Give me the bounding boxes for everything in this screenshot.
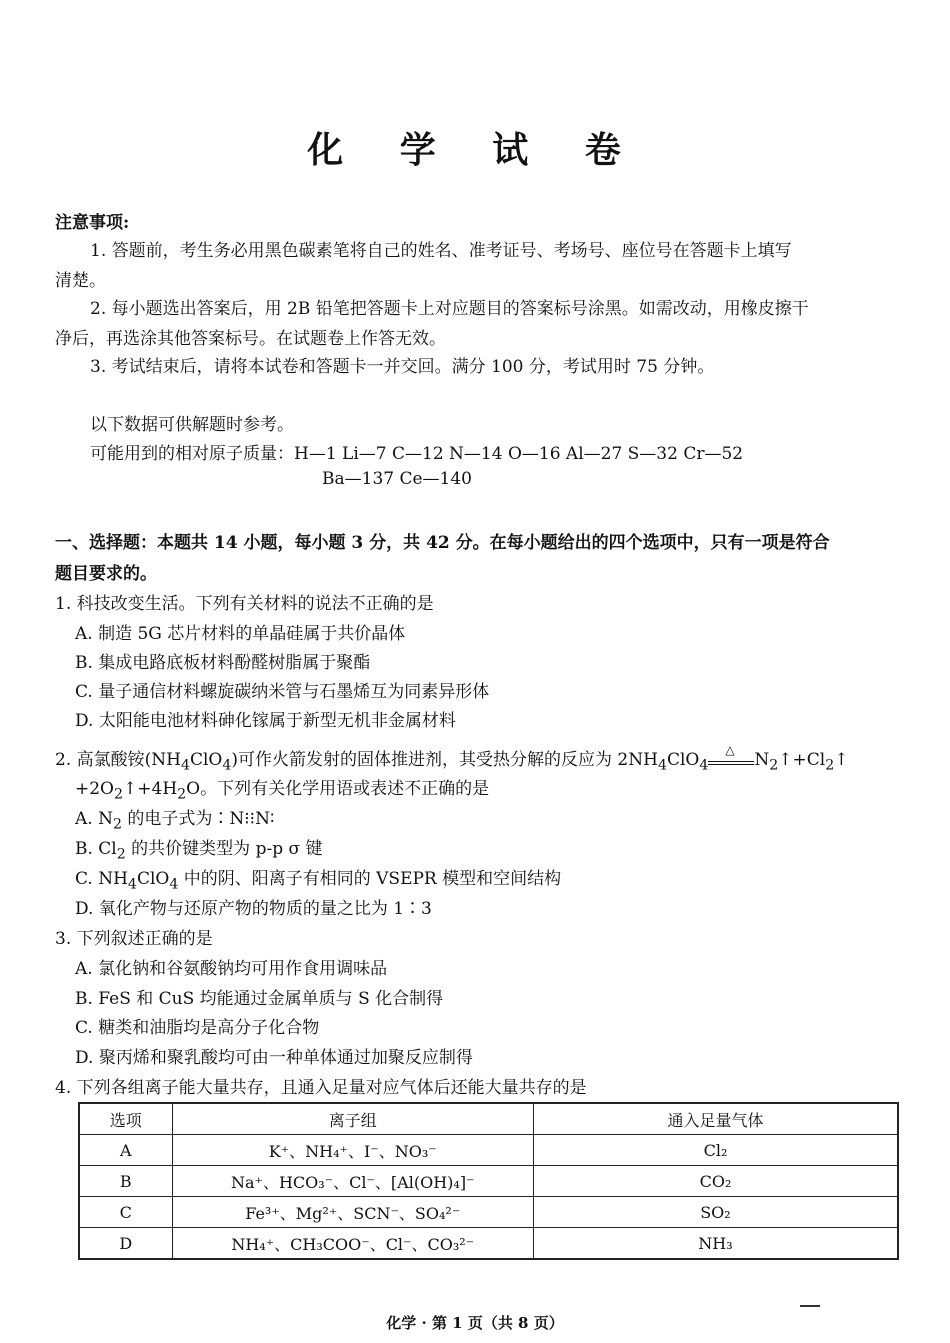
question-2-option-c: C. $NH_4ClO_4$ 中的阴、阳离子有相同的 VSEPR 模型和空间结构 xyxy=(75,869,562,893)
section-1-heading-line-1: 一、选择题：本题共 14 小题，每小题 3 分，共 42 分。在每小题给出的四个选项中，只有一项是符合 xyxy=(55,533,830,553)
table-row xyxy=(79,1135,898,1166)
page-title: 化 学 试 卷 xyxy=(307,129,643,171)
question-2-option-a: A. $N_2$ 的电子式为∶N⁝⁝N∶ xyxy=(75,809,275,833)
question-3-option-b: B. FeS 和 CuS 均能通过金属单质与 S 化合制得 xyxy=(75,989,444,1009)
row-option: B xyxy=(79,1166,172,1197)
row-gas: CO₂ xyxy=(533,1166,898,1197)
question-3-option-a: A. 氯化钠和谷氨酸钠均可用作食用调味品 xyxy=(75,959,388,979)
notice-item-2-line-2: 净后，再选涂其他答案标号。在试题卷上作答无效。 xyxy=(55,329,446,349)
table-row xyxy=(79,1228,898,1260)
row-gas: Cl₂ xyxy=(533,1135,898,1166)
question-1-option-b: B. 集成电路底板材料酚醛树脂属于聚酯 xyxy=(75,653,371,673)
question-1-option-d: D. 太阳能电池材料砷化镓属于新型无机非金属材料 xyxy=(75,711,456,731)
table-row xyxy=(79,1166,898,1197)
question-1-option-a: A. 制造 5G 芯片材料的单晶硅属于共价晶体 xyxy=(75,624,406,644)
row-ions: Fe³⁺、Mg²⁺、SCN⁻、SO₄²⁻ xyxy=(172,1197,533,1228)
question-3-option-c: C. 糖类和油脂均是高分子化合物 xyxy=(75,1018,320,1038)
row-option: D xyxy=(79,1228,172,1260)
question-2-option-d: D. 氧化产物与还原产物的物质的量之比为 1∶3 xyxy=(75,899,432,919)
question-2-option-b: B. $Cl_2$ 的共价键类型为 p-p σ 键 xyxy=(75,839,323,863)
question-3-stem: 3. 下列叙述正确的是 xyxy=(55,929,213,949)
notice-item-1-line-2: 清楚。 xyxy=(55,271,106,291)
ion-table xyxy=(78,1102,899,1260)
row-ions: Na⁺、HCO₃⁻、Cl⁻、[Al(OH)₄]⁻ xyxy=(172,1166,533,1197)
question-3-option-d: D. 聚丙烯和聚乳酸均可由一种单体通过加聚反应制得 xyxy=(75,1048,473,1068)
row-gas: NH₃ xyxy=(533,1228,898,1260)
column-header-ions: 离子组 xyxy=(172,1103,533,1135)
question-2-stem-line-1: 2. 高氯酸铵$(NH_4ClO_4)$可作火箭发射的固体推进剂，其受热分解的反应为 $2NH_4ClO_4$ △ $N_2↑+Cl_2↑$ xyxy=(55,742,849,774)
table-row xyxy=(79,1197,898,1228)
reference-masses-line-2: Ba—137 Ce—140 xyxy=(322,469,472,489)
footer-dash xyxy=(800,1305,820,1307)
reaction-arrow: △ xyxy=(708,757,754,765)
notice-item-1-line-1: 1. 答题前，考生务必用黑色碳素笔将自己的姓名、准考证号、考场号、座位号在答题卡上填写 xyxy=(90,241,792,261)
notice-item-2-line-1: 2. 每小题选出答案后，用 2B 铅笔把答题卡上对应题目的答案标号涂黑。如需改动，用橡皮擦干 xyxy=(90,299,809,319)
question-1-stem: 1. 科技改变生活。下列有关材料的说法不正确的是 xyxy=(55,594,434,614)
question-4-stem: 4. 下列各组离子能大量共存，且通入足量对应气体后还能大量共存的是 xyxy=(55,1078,587,1098)
row-ions: NH₄⁺、CH₃COO⁻、Cl⁻、CO₃²⁻ xyxy=(172,1228,533,1260)
page-footer: 化学 · 第 1 页（共 8 页） xyxy=(386,1314,564,1332)
reference-intro: 以下数据可供解题时参考。 xyxy=(90,415,294,435)
question-2-stem-line-2: $+2O_2↑+4H_2O$。下列有关化学用语或表述不正确的是 xyxy=(75,779,490,803)
row-option: A xyxy=(79,1135,172,1166)
row-ions: K⁺、NH₄⁺、I⁻、NO₃⁻ xyxy=(172,1135,533,1166)
notice-heading: 注意事项: xyxy=(55,213,130,233)
section-1-heading-line-2: 题目要求的。 xyxy=(55,564,157,584)
question-1-option-c: C. 量子通信材料螺旋碳纳米管与石墨烯互为同素异形体 xyxy=(75,682,490,702)
row-option: C xyxy=(79,1197,172,1228)
column-header-gas: 通入足量气体 xyxy=(533,1103,898,1135)
table-header-row xyxy=(79,1103,898,1135)
row-gas: SO₂ xyxy=(533,1197,898,1228)
reference-masses-line-1: 可能用到的相对原子质量：H—1 Li—7 C—12 N—14 O—16 Al—27 S—32 Cr—52 xyxy=(90,444,744,464)
column-header-option: 选项 xyxy=(79,1103,172,1135)
notice-item-3: 3. 考试结束后，请将本试卷和答题卡一并交回。满分 100 分，考试用时 75 分钟。 xyxy=(90,357,715,377)
